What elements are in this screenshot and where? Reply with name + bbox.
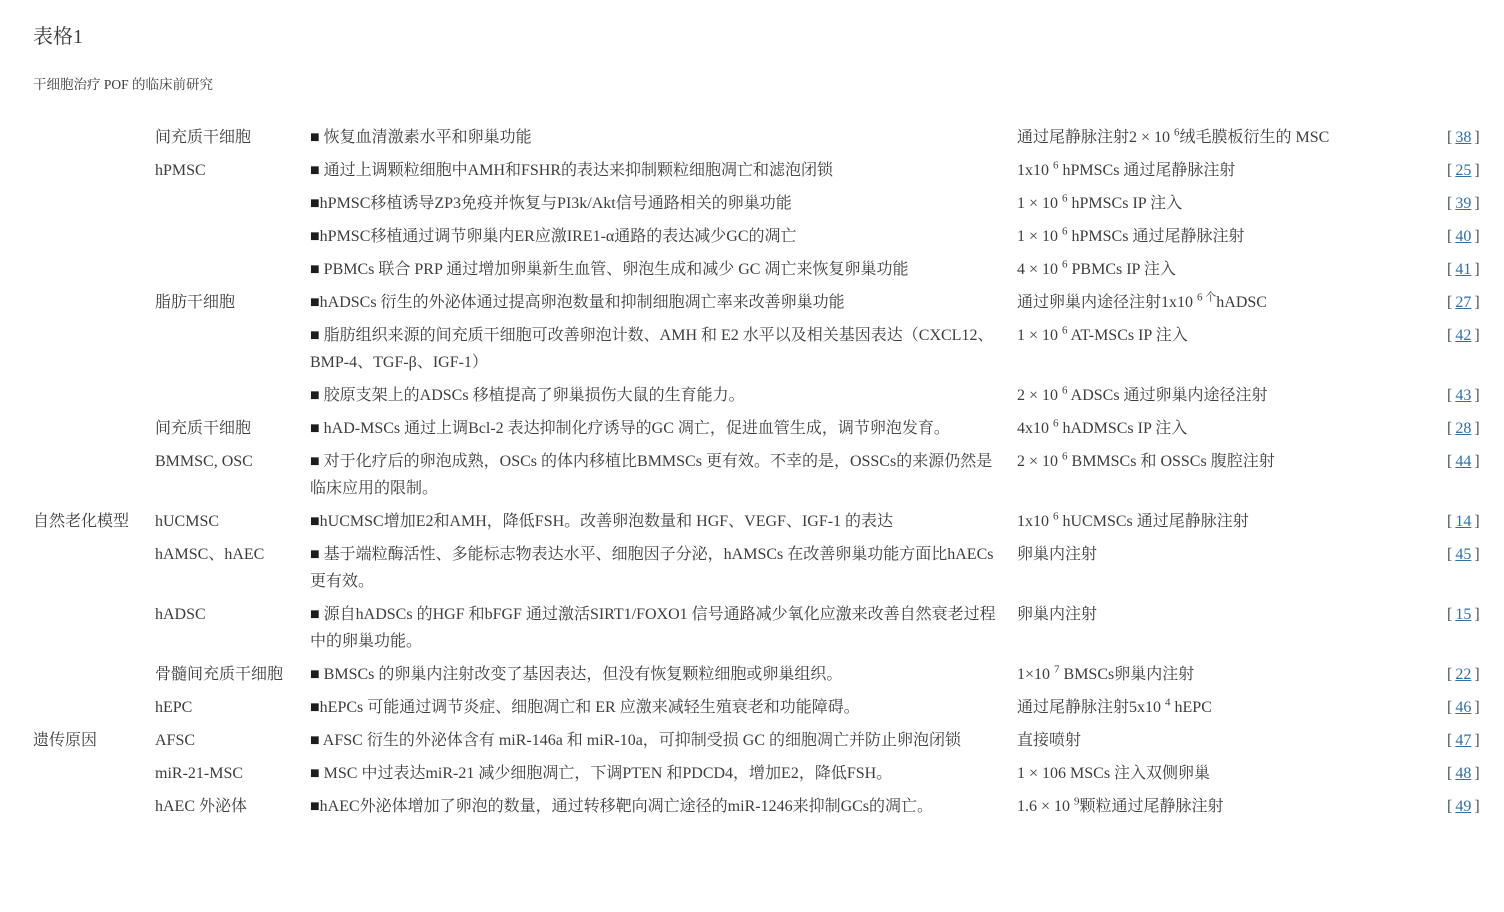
description-text: 对于化疗后的卵泡成熟，OSCs 的体内移植比BMMSCs 更有效。不幸的是，OSSCs的来源仍然是临床应用的限制。: [310, 453, 993, 497]
dose-cell: [1010, 661, 1447, 688]
dose-text: PBMCs IP 注入: [1067, 261, 1176, 278]
bullet-square-icon: ■: [310, 732, 320, 749]
dose-superscript: 6: [1053, 417, 1059, 430]
table-row: [33, 157, 1504, 184]
table-row: [33, 541, 1504, 595]
category-cell: [33, 124, 155, 151]
cell-type-cell: 间充质干细胞: [155, 129, 252, 146]
category-cell: [33, 256, 155, 283]
dose-text: BMMSCs 和 OSSCs 腹腔注射: [1067, 453, 1275, 470]
dose-superscript: 4: [1165, 696, 1171, 709]
table-row: [33, 448, 1504, 502]
description-text: PBMCs 联合 PRP 通过增加卵巢新生血管、卵泡生成和减少 GC 凋亡来恢复卵巢功能: [319, 261, 909, 278]
description-cell: [310, 322, 1010, 376]
reference-cell: [1447, 694, 1504, 721]
category-cell: [33, 289, 155, 316]
table-row: [33, 382, 1504, 409]
category-cell: 自然老化模型: [33, 513, 130, 530]
reference-link[interactable]: 45: [1455, 546, 1472, 563]
dose-cell: [1010, 601, 1447, 628]
reference-link[interactable]: 15: [1455, 606, 1472, 623]
bullet-square-icon: ■: [310, 294, 320, 311]
reference-close-bracket: ]: [1474, 732, 1480, 749]
reference-open-bracket: [: [1447, 387, 1453, 404]
description-text: 恢复血清激素水平和卵巢功能: [319, 129, 532, 146]
category-cell: [33, 415, 155, 442]
description-text: hADSCs 衍生的外泌体通过提高卵泡数量和抑制细胞凋亡率来改善卵巢功能: [319, 294, 845, 311]
reference-cell: [1447, 157, 1504, 184]
cell-type-cell: hPMSC: [155, 162, 206, 179]
dose-text: hADSC: [1216, 294, 1267, 311]
reference-link[interactable]: 27: [1455, 294, 1472, 311]
reference-open-bracket: [: [1447, 129, 1453, 146]
reference-cell: [1447, 289, 1504, 316]
reference-open-bracket: [: [1447, 606, 1453, 623]
description-text: BMSCs 的卵巢内注射改变了基因表达，但没有恢复颗粒细胞或卵巢组织。: [319, 666, 843, 683]
dose-superscript: 9: [1074, 795, 1080, 808]
reference-cell: [1447, 601, 1504, 628]
reference-link[interactable]: 46: [1455, 699, 1472, 716]
dose-cell: [1010, 223, 1447, 250]
category-cell: [33, 190, 155, 217]
reference-open-bracket: [: [1447, 666, 1453, 683]
reference-open-bracket: [: [1447, 765, 1453, 782]
bullet-square-icon: ■: [310, 195, 320, 212]
dose-superscript: 6: [1062, 450, 1068, 463]
cell-type-cell: hAMSC、hAEC: [155, 546, 265, 563]
category-cell: [33, 223, 155, 250]
table-row: [33, 415, 1504, 442]
cell-type-cell: [155, 382, 310, 409]
bullet-square-icon: ■: [310, 765, 320, 782]
reference-open-bracket: [: [1447, 453, 1453, 470]
description-text: hPMSC移植通过调节卵巢内ER应激IRE1-α通路的表达减少GC的凋亡: [319, 228, 797, 245]
dose-text: 4x10: [1017, 420, 1053, 437]
cell-type-cell: [155, 322, 310, 349]
reference-link[interactable]: 39: [1455, 195, 1472, 212]
reference-close-bracket: ]: [1474, 699, 1480, 716]
dose-cell: [1010, 157, 1447, 184]
category-cell: [33, 760, 155, 787]
reference-cell: [1447, 760, 1504, 787]
category-cell: [33, 382, 155, 409]
reference-link[interactable]: 44: [1455, 453, 1472, 470]
dose-text: 通过卵巢内途径注射1x10: [1017, 294, 1198, 311]
reference-cell: [1447, 448, 1504, 475]
reference-close-bracket: ]: [1474, 327, 1480, 344]
reference-close-bracket: ]: [1474, 162, 1480, 179]
description-cell: [310, 727, 1010, 754]
reference-link[interactable]: 42: [1455, 327, 1472, 344]
preclinical-studies-table: [33, 124, 1504, 820]
dose-text: hEPC: [1170, 699, 1212, 716]
reference-link[interactable]: 25: [1455, 162, 1472, 179]
table-row: [33, 190, 1504, 217]
reference-close-bracket: ]: [1474, 129, 1480, 146]
reference-link[interactable]: 48: [1455, 765, 1472, 782]
dose-cell: [1010, 322, 1447, 349]
dose-cell: [1010, 289, 1447, 316]
bullet-square-icon: ■: [310, 420, 320, 437]
dose-text: 1.6 × 10: [1017, 798, 1075, 815]
reference-link[interactable]: 41: [1455, 261, 1472, 278]
cell-type-cell: 间充质干细胞: [155, 420, 252, 437]
table-row: [33, 256, 1504, 283]
dose-cell: [1010, 190, 1447, 217]
dose-text: 颗粒通过尾静脉注射: [1079, 798, 1224, 815]
reference-cell: [1447, 190, 1504, 217]
reference-cell: [1447, 793, 1504, 820]
description-cell: [310, 508, 1010, 535]
reference-link[interactable]: 49: [1455, 798, 1472, 815]
description-text: 脂肪组织来源的间充质干细胞可改善卵泡计数、AMH 和 E2 水平以及相关基因表达（CXCL12、BMP-4、TGF-β、IGF-1）: [310, 327, 994, 371]
table-row: [33, 694, 1504, 721]
bullet-square-icon: ■: [310, 162, 320, 179]
table-row: [33, 124, 1504, 151]
reference-close-bracket: ]: [1474, 261, 1480, 278]
reference-open-bracket: [: [1447, 162, 1453, 179]
description-text: MSC 中过表达miR-21 减少细胞凋亡，下调PTEN 和PDCD4，增加E2，降低FSH。: [319, 765, 893, 782]
cell-type-cell: hAEC 外泌体: [155, 798, 248, 815]
reference-cell: [1447, 541, 1504, 568]
dose-text: 2 × 10: [1017, 387, 1063, 404]
reference-close-bracket: ]: [1474, 666, 1480, 683]
cell-type-cell: 脂肪干细胞: [155, 294, 236, 311]
reference-close-bracket: ]: [1474, 798, 1480, 815]
bullet-square-icon: ■: [310, 387, 320, 404]
description-cell: [310, 382, 1010, 409]
reference-cell: [1447, 223, 1504, 250]
dose-text: 绒毛膜板衍生的 MSC: [1179, 129, 1330, 146]
category-cell: [33, 601, 155, 628]
table-title: 表格1: [33, 26, 83, 48]
dose-superscript: 6 个: [1197, 291, 1217, 304]
dose-cell: [1010, 415, 1447, 442]
description-cell: [310, 661, 1010, 688]
dose-text: hADMSCs IP 注入: [1058, 420, 1188, 437]
bullet-square-icon: ■: [310, 798, 320, 815]
bullet-square-icon: ■: [310, 228, 320, 245]
dose-text: 通过尾静脉注射2 × 10: [1017, 129, 1175, 146]
category-cell: 遗传原因: [33, 732, 98, 749]
dose-text: 4 × 10: [1017, 261, 1063, 278]
category-cell: [33, 793, 155, 820]
description-cell: [310, 760, 1010, 787]
table-row: [33, 760, 1504, 787]
dose-text: BMSCs卵巢内注射: [1059, 666, 1195, 683]
reference-close-bracket: ]: [1474, 513, 1480, 530]
reference-close-bracket: ]: [1474, 606, 1480, 623]
reference-close-bracket: ]: [1474, 387, 1480, 404]
dose-text: 直接喷射: [1017, 732, 1082, 749]
description-cell: [310, 256, 1010, 283]
table-row: [33, 289, 1504, 316]
dose-superscript: 6: [1174, 126, 1180, 139]
reference-close-bracket: ]: [1474, 195, 1480, 212]
dose-superscript: 6: [1053, 159, 1059, 172]
dose-text: 1×10: [1017, 666, 1055, 683]
description-text: 源自hADSCs 的HGF 和bFGF 通过激活SIRT1/FOXO1 信号通路减少氧化应激来改善自然衰老过程中的卵巢功能。: [310, 606, 996, 650]
cell-type-cell: hADSC: [155, 606, 206, 623]
reference-open-bracket: [: [1447, 261, 1453, 278]
bullet-square-icon: ■: [310, 129, 320, 146]
description-cell: [310, 124, 1010, 151]
description-cell: [310, 157, 1010, 184]
dose-text: 卵巢内注射: [1017, 606, 1098, 623]
cell-type-cell: [155, 223, 310, 250]
table-row: [33, 793, 1504, 820]
bullet-square-icon: ■: [310, 513, 320, 530]
dose-cell: [1010, 727, 1447, 754]
reference-link[interactable]: 43: [1455, 387, 1472, 404]
reference-open-bracket: [: [1447, 195, 1453, 212]
bullet-square-icon: ■: [310, 699, 320, 716]
table-row: [33, 601, 1504, 655]
description-text: hAEC外泌体增加了卵泡的数量，通过转移靶向凋亡途径的miR-1246来抑制GCs的凋亡。: [319, 798, 934, 815]
cell-type-cell: [155, 256, 310, 283]
reference-link[interactable]: 22: [1455, 666, 1472, 683]
dose-text: 2 × 10: [1017, 453, 1063, 470]
reference-open-bracket: [: [1447, 546, 1453, 563]
reference-cell: [1447, 661, 1504, 688]
dose-text: ADSCs 通过卵巢内途径注射: [1067, 387, 1268, 404]
dose-text: hUCMSCs 通过尾静脉注射: [1058, 513, 1249, 530]
description-cell: [310, 448, 1010, 502]
reference-open-bracket: [: [1447, 732, 1453, 749]
reference-link[interactable]: 28: [1455, 420, 1472, 437]
table-row: [33, 661, 1504, 688]
dose-text: 1 × 106 MSCs 注入双侧卵巢: [1017, 765, 1211, 782]
cell-type-cell: AFSC: [155, 732, 196, 749]
reference-open-bracket: [: [1447, 798, 1453, 815]
reference-link[interactable]: 40: [1455, 228, 1472, 245]
dose-text: 1 × 10: [1017, 228, 1063, 245]
reference-cell: [1447, 508, 1504, 535]
category-cell: [33, 541, 155, 568]
table-row: [33, 322, 1504, 376]
description-cell: [310, 223, 1010, 250]
description-text: hEPCs 可能通过调节炎症、细胞凋亡和 ER 应激来减轻生殖衰老和功能障碍。: [319, 699, 860, 716]
dose-superscript: 6: [1062, 225, 1068, 238]
description-cell: [310, 601, 1010, 655]
dose-cell: [1010, 256, 1447, 283]
cell-type-cell: hEPC: [155, 699, 193, 716]
dose-superscript: 6: [1062, 324, 1068, 337]
bullet-square-icon: ■: [310, 546, 320, 563]
bullet-square-icon: ■: [310, 261, 320, 278]
reference-cell: [1447, 124, 1504, 151]
description-cell: [310, 289, 1010, 316]
dose-text: 1x10: [1017, 162, 1053, 179]
category-cell: [33, 694, 155, 721]
category-cell: [33, 448, 155, 475]
cell-type-cell: BMMSC, OSC: [155, 453, 253, 470]
reference-open-bracket: [: [1447, 513, 1453, 530]
dose-text: 卵巢内注射: [1017, 546, 1098, 563]
dose-text: 1 × 10: [1017, 195, 1063, 212]
description-cell: [310, 793, 1010, 820]
description-text: 基于端粒酶活性、多能标志物表达水平、细胞因子分泌，hAMSCs 在改善卵巢功能方面比hAECs 更有效。: [310, 546, 994, 590]
dose-text: 1 × 10: [1017, 327, 1063, 344]
dose-superscript: 6: [1062, 258, 1068, 271]
reference-close-bracket: ]: [1474, 228, 1480, 245]
reference-cell: [1447, 322, 1504, 349]
description-cell: [310, 190, 1010, 217]
reference-open-bracket: [: [1447, 228, 1453, 245]
reference-close-bracket: ]: [1474, 546, 1480, 563]
reference-cell: [1447, 256, 1504, 283]
description-text: 胶原支架上的ADSCs 移植提高了卵巢损伤大鼠的生育能力。: [319, 387, 745, 404]
reference-link[interactable]: 47: [1455, 732, 1472, 749]
description-text: 通过上调颗粒细胞中AMH和FSHR的表达来抑制颗粒细胞凋亡和滤泡闭锁: [319, 162, 834, 179]
reference-open-bracket: [: [1447, 294, 1453, 311]
dose-superscript: 7: [1054, 663, 1060, 676]
description-text: hUCMSC增加E2和AMH，降低FSH。改善卵泡数量和 HGF、VEGF、IGF-1 的表达: [319, 513, 894, 530]
dose-text: hPMSCs IP 注入: [1067, 195, 1183, 212]
description-cell: [310, 694, 1010, 721]
reference-cell: [1447, 382, 1504, 409]
dose-cell: [1010, 508, 1447, 535]
table-subtitle: 干细胞治疗 POF 的临床前研究: [33, 77, 214, 92]
dose-text: hPMSCs 通过尾静脉注射: [1058, 162, 1236, 179]
dose-cell: [1010, 541, 1447, 568]
reference-open-bracket: [: [1447, 699, 1453, 716]
dose-superscript: 6: [1053, 510, 1059, 523]
category-cell: [33, 322, 155, 349]
reference-cell: [1447, 727, 1504, 754]
dose-superscript: 6: [1062, 192, 1068, 205]
reference-close-bracket: ]: [1474, 453, 1480, 470]
cell-type-cell: [155, 190, 310, 217]
reference-open-bracket: [: [1447, 327, 1453, 344]
dose-cell: [1010, 448, 1447, 475]
cell-type-cell: hUCMSC: [155, 513, 220, 530]
description-text: hAD-MSCs 通过上调Bcl-2 表达抑制化疗诱导的GC 凋亡，促进血管生成，调节卵泡发育。: [319, 420, 950, 437]
table-row: [33, 223, 1504, 250]
dose-text: 1x10: [1017, 513, 1053, 530]
dose-text: 通过尾静脉注射5x10: [1017, 699, 1166, 716]
dose-cell: [1010, 793, 1447, 820]
reference-cell: [1447, 415, 1504, 442]
reference-close-bracket: ]: [1474, 294, 1480, 311]
description-text: hPMSC移植诱导ZP3免疫并恢复与PI3k/Akt信号通路相关的卵巢功能: [319, 195, 792, 212]
bullet-square-icon: ■: [310, 453, 320, 470]
bullet-square-icon: ■: [310, 666, 320, 683]
dose-cell: [1010, 124, 1447, 151]
dose-cell: [1010, 382, 1447, 409]
bullet-square-icon: ■: [310, 606, 320, 623]
description-cell: [310, 415, 1010, 442]
table-row: [33, 727, 1504, 754]
reference-close-bracket: ]: [1474, 420, 1480, 437]
cell-type-cell: miR-21-MSC: [155, 765, 244, 782]
bullet-square-icon: ■: [310, 327, 320, 344]
cell-type-cell: 骨髓间充质干细胞: [155, 666, 284, 683]
description-text: AFSC 衍生的外泌体含有 miR-146a 和 miR-10a，可抑制受损 GC 的细胞凋亡并防止卵泡闭锁: [319, 732, 962, 749]
dose-text: AT-MSCs IP 注入: [1067, 327, 1188, 344]
category-cell: [33, 157, 155, 184]
dose-cell: [1010, 694, 1447, 721]
dose-cell: [1010, 760, 1447, 787]
reference-link[interactable]: 14: [1455, 513, 1472, 530]
reference-close-bracket: ]: [1474, 765, 1480, 782]
dose-superscript: 6: [1062, 384, 1068, 397]
dose-text: hPMSCs 通过尾静脉注射: [1067, 228, 1245, 245]
category-cell: [33, 661, 155, 688]
table-row: [33, 508, 1504, 535]
reference-open-bracket: [: [1447, 420, 1453, 437]
description-cell: [310, 541, 1010, 595]
reference-link[interactable]: 38: [1455, 129, 1472, 146]
